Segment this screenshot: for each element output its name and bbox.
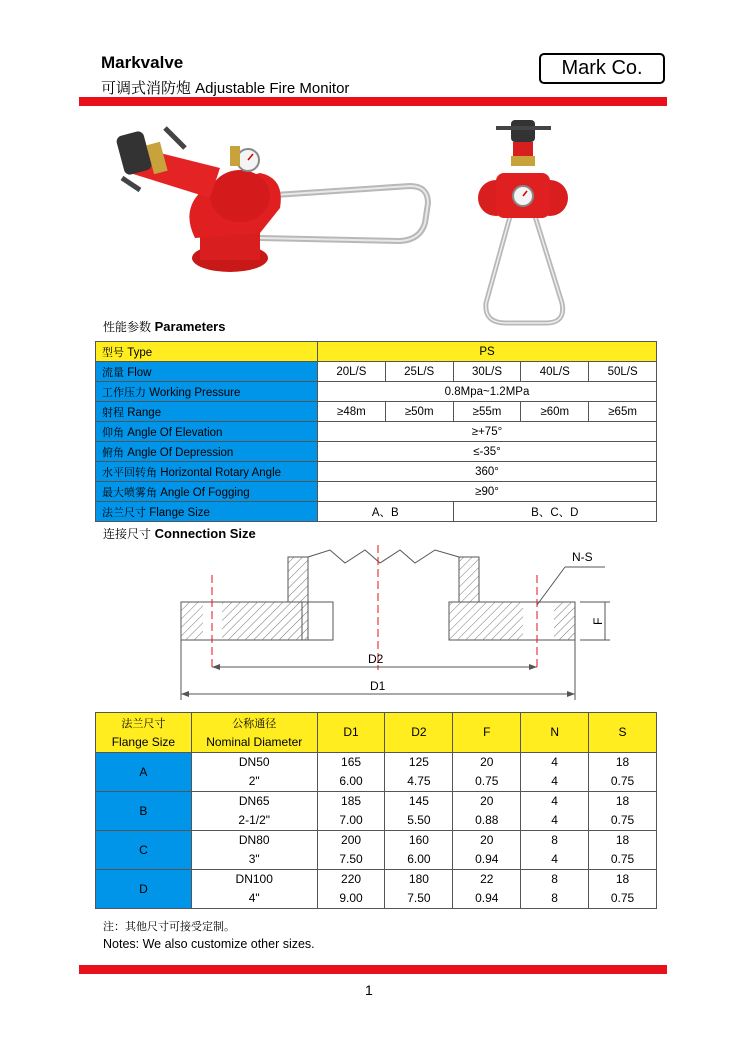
range-value: ≥60m — [521, 402, 589, 422]
flange-size-value: A、B — [318, 502, 454, 522]
row-label: 法兰尺寸 Flange Size — [96, 502, 318, 522]
flow-value: 40L/S — [521, 362, 589, 382]
table-cell: 20 0.88 — [453, 792, 521, 831]
table-cell: 8 4 — [521, 831, 589, 870]
table-row — [96, 422, 657, 442]
column-header: F — [453, 713, 521, 753]
table-cell: 4 4 — [521, 753, 589, 792]
flow-value: 30L/S — [453, 362, 521, 382]
row-label: 俯角 Angle Of Depression — [96, 442, 318, 462]
column-header: N — [521, 713, 589, 753]
row-label: 最大喷雾角 Angle Of Fogging — [96, 482, 318, 502]
fire-monitor-side-photo — [110, 118, 440, 293]
column-header: D2 — [385, 713, 453, 753]
d2-label: D2 — [368, 652, 384, 666]
note-english: Notes: We also customize other sizes. — [103, 937, 315, 951]
column-header: S — [589, 713, 657, 753]
table-cell: 200 7.50 — [317, 831, 385, 870]
brand-name: Markvalve — [101, 53, 184, 72]
row-label: 射程 Range — [96, 402, 318, 422]
table-cell: 18 0.75 — [589, 792, 657, 831]
connection-title: 连接尺寸 Connection Size — [103, 526, 256, 541]
note-chinese: 注：其他尺寸可接受定制。 — [103, 920, 235, 933]
row-label: 型号 Type — [96, 342, 318, 362]
flow-value: 25L/S — [385, 362, 453, 382]
table-cell: 145 5.50 — [385, 792, 453, 831]
table-cell: 20 0.75 — [453, 753, 521, 792]
table-cell: 18 0.75 — [589, 753, 657, 792]
table-cell: DN65 2-1/2" — [191, 792, 317, 831]
table-row — [96, 382, 657, 402]
flow-value: 50L/S — [589, 362, 657, 382]
ns-label: N-S — [572, 550, 593, 564]
table-cell: 4 4 — [521, 792, 589, 831]
pressure-value: 0.8Mpa~1.2MPa — [318, 382, 657, 402]
column-header: 公称通径 Nominal Diameter — [191, 713, 317, 753]
table-cell: 220 9.00 — [317, 870, 385, 909]
row-label: 工作压力 Working Pressure — [96, 382, 318, 402]
table-header-row — [96, 713, 657, 753]
table-row — [96, 462, 657, 482]
table-row — [96, 442, 657, 462]
table-cell: 8 8 — [521, 870, 589, 909]
parameters-title: 性能参数 Parameters — [103, 319, 226, 334]
table-row — [96, 362, 657, 382]
f-label: F — [591, 617, 605, 625]
flow-value: 20L/S — [318, 362, 386, 382]
table-cell: 165 6.00 — [317, 753, 385, 792]
flange-size-cell: C — [96, 831, 192, 870]
page-number: 1 — [365, 982, 373, 998]
table-cell: DN50 2" — [191, 753, 317, 792]
flange-size-value: B、C、D — [453, 502, 656, 522]
depression-value: ≤-35° — [318, 442, 657, 462]
table-cell: 160 6.00 — [385, 831, 453, 870]
rotary-angle-value: 360° — [318, 462, 657, 482]
table-cell: 20 0.94 — [453, 831, 521, 870]
elevation-value: ≥+75° — [318, 422, 657, 442]
top-divider — [79, 97, 667, 106]
flange-size-cell: A — [96, 753, 192, 792]
table-cell: 125 4.75 — [385, 753, 453, 792]
row-label: 水平回转角 Horizontal Rotary Angle — [96, 462, 318, 482]
d1-label: D1 — [370, 679, 386, 693]
column-header: D1 — [317, 713, 385, 753]
table-cell: 180 7.50 — [385, 870, 453, 909]
table-row — [96, 870, 657, 909]
parameters-table — [95, 341, 657, 522]
table-cell: 185 7.00 — [317, 792, 385, 831]
table-cell: 22 0.94 — [453, 870, 521, 909]
fogging-angle-value: ≥90° — [318, 482, 657, 502]
row-label: 流量 Flow — [96, 362, 318, 382]
table-row — [96, 792, 657, 831]
table-row — [96, 482, 657, 502]
range-value: ≥50m — [385, 402, 453, 422]
table-row — [96, 831, 657, 870]
table-cell: 18 0.75 — [589, 831, 657, 870]
range-value: ≥65m — [589, 402, 657, 422]
table-row — [96, 502, 657, 522]
company-logo: Mark Co. — [539, 53, 665, 84]
table-cell: DN80 3" — [191, 831, 317, 870]
bottom-divider — [79, 965, 667, 974]
type-value: PS — [318, 342, 657, 362]
range-value: ≥48m — [318, 402, 386, 422]
table-cell: DN100 4" — [191, 870, 317, 909]
table-row — [96, 753, 657, 792]
flange-size-cell: D — [96, 870, 192, 909]
table-cell: 18 0.75 — [589, 870, 657, 909]
column-header: 法兰尺寸 Flange Size — [96, 713, 192, 753]
product-title: 可调式消防炮 Adjustable Fire Monitor — [101, 80, 350, 97]
fire-monitor-front-photo — [466, 118, 576, 333]
flange-table — [95, 712, 657, 909]
row-label: 仰角 Angle Of Elevation — [96, 422, 318, 442]
table-row — [96, 342, 657, 362]
flange-diagram — [170, 545, 620, 705]
table-row — [96, 402, 657, 422]
flange-size-cell: B — [96, 792, 192, 831]
range-value: ≥55m — [453, 402, 521, 422]
